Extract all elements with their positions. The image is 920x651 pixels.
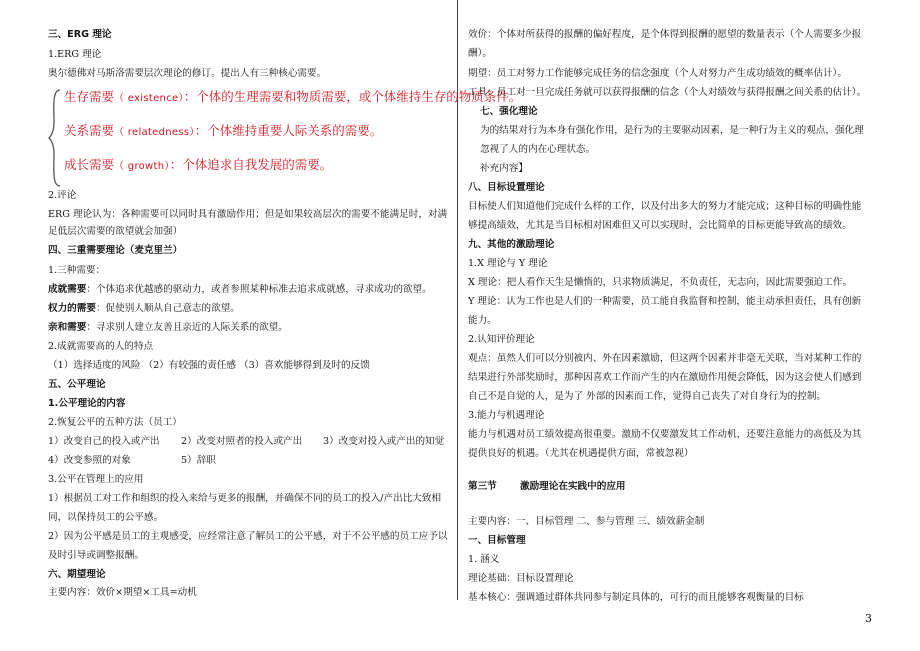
reinforcement-line2: 忽视了人的内在心理状态。 xyxy=(480,144,596,155)
affiliation-text: ：寻求别人建立友善且亲近的人际关系的欲望。 xyxy=(86,322,288,333)
equity-app1-line1: 1）根据员工对工作和组织的投入来给与更多的报酬，并确保不同的员工的投入/产出比大致相 xyxy=(48,493,442,504)
hw-growth-cn: 成长需要 xyxy=(64,157,115,172)
hw-existence-line xyxy=(64,89,521,107)
equity-sub3: 3.公平在管理上的应用 xyxy=(48,474,144,485)
equity-method-1: 1）改变自己的投入或产出 xyxy=(48,436,160,447)
equity-method-4: 4）改变参照的对象 xyxy=(48,455,131,466)
hw-relatedness-desc: ：个体维持重要人际关系的需要。 xyxy=(194,123,383,138)
equity-sub2: 2.恢复公平的五种方法（员工） xyxy=(48,417,182,428)
goal-setting-line2: 够提高绩效，尤其是当目标相对困难但又可以实现时，会比简单的目标更能导致高的绩效。 xyxy=(468,220,852,231)
power-need xyxy=(48,302,240,316)
y-theory-line2: 能力。 xyxy=(468,315,497,326)
equity-app1-line2: 同，以保持员工的公平感。 xyxy=(48,512,164,523)
achievement-need xyxy=(48,283,432,297)
hw-existence-cn: 生存需要 xyxy=(64,89,115,104)
erg-eval-heading: 2.评论 xyxy=(48,190,77,201)
hw-growth-desc: ：个体追求自我发展的需要。 xyxy=(169,157,333,172)
hw-existence-en: （ existence） xyxy=(114,93,184,104)
equity-app2-line2: 及时引导或调整报酬。 xyxy=(48,550,144,561)
section3-number: 第三节 xyxy=(468,481,497,492)
equity-method-2: 2）改变对照者的投入或产出 xyxy=(181,436,303,447)
y-theory-line1: Y 理论：认为工作也是人们的一种需要，员工能自我监督和控制，能主动承担责任，具有创新 xyxy=(468,296,862,307)
xy-theory-sub: 1.X 理论与 Y 理论 xyxy=(468,258,548,269)
mbo-heading: 一、目标管理 xyxy=(468,535,526,546)
valence-line1: 效价：个体对所获得的报酬的偏好程度，是个体得到报酬的愿望的数量表示（个人需要多少报 xyxy=(468,29,862,40)
hw-relatedness-cn: 关系需要 xyxy=(64,123,115,138)
hw-relatedness-line xyxy=(64,123,382,141)
x-theory-text: X 理论：把人看作天生是懒惰的，只求物质满足，不负责任，无志向，因此需要强迫工作。 xyxy=(468,277,853,288)
equity-method-3: 3）改变对投入或产出的知觉 xyxy=(323,436,445,447)
equity-sub1: 1.公平理论的内容 xyxy=(48,398,126,409)
goal-setting-heading: 八、目标设置理论 xyxy=(468,182,545,193)
equity-method-5: 5）辞职 xyxy=(181,455,216,466)
cognitive-line2: 结果进行外部奖励时，那种因喜欢工作而产生的内在激励作用便会降低，因为这会使人们感到 xyxy=(468,372,862,383)
mcclelland-traits: （1）选择适度的风险 （2）有较强的责任感 （3）喜欢能够得到及时的反馈 xyxy=(48,360,370,371)
expectancy-heading: 六、期望理论 xyxy=(48,569,106,580)
achievement-text: ：个体追求优越感的驱动力，或者参照某种标准去追求成就感，寻求成功的欲望。 xyxy=(86,284,432,295)
power-text: ：促使别人顺从自己意志的欲望。 xyxy=(95,303,240,314)
supplement-note: 补充内容】 xyxy=(480,163,528,174)
cognitive-line1: 观点：虽然人们可以分别被内、外在因素激励，但这两个因素并非毫无关联，当对某种工作的 xyxy=(468,353,862,364)
mcclelland-sub1: 1.三种需要： xyxy=(48,265,106,276)
erg-intro: 奥尔德佛对马斯洛需要层次理论的修订。提出人有三种核心需要。 xyxy=(48,68,327,79)
erg-heading: 三、ERG 理论 xyxy=(48,29,112,40)
expectancy-def: 期望：员工对努力工作能够完成任务的信念强度（个人对努力产生成功绩效的概率估计）。 xyxy=(468,68,847,79)
achievement-label: 成就需要 xyxy=(48,284,87,295)
expectancy-main: 主要内容：效价×期望×工具=动机 xyxy=(48,587,197,598)
reinforcement-heading: 七、强化理论 xyxy=(480,106,538,117)
ability-line1: 能力与机遇对员工绩效提高很重要。激励不仅要激发其工作动机，还要注意能力的高低及为其 xyxy=(468,429,862,440)
cognitive-eval-sub: 2.认知评价理论 xyxy=(468,334,535,345)
valence-line2: 酬）。 xyxy=(468,48,492,59)
other-theories-heading: 九、其他的激励理论 xyxy=(468,239,555,250)
affiliation-label: 亲和需要 xyxy=(48,322,87,333)
cognitive-line3: 自己不是自觉的人，是为了 外部的因素而工作，觉得自己丧失了对自身行为的控制。 xyxy=(468,391,827,402)
instrumentality-def: 工具：员工对一旦完成任务就可以获得报酬的信念（个人对绩效与获得报酬之间关系的估计）。 xyxy=(468,87,867,98)
hw-growth-line xyxy=(64,157,332,175)
brace-mark xyxy=(48,88,62,188)
section3-main: 主要内容：一、目标管理 二、参与管理 三、绩效薪金制 xyxy=(468,516,705,527)
reinforcement-line1: 为的结果对行为本身有强化作用，是行为的主要驱动因素，是一种行为主义的观点，强化理 xyxy=(480,125,864,136)
mcclelland-heading: 四、三重需要理论（麦克里兰） xyxy=(48,245,183,256)
erg-subheading: 1.ERG 理论 xyxy=(48,49,102,60)
power-label: 权力的需要 xyxy=(48,303,96,314)
page-number: 3 xyxy=(865,612,872,625)
ability-line2: 提供良好的机遇。（尤其在机遇提供方面，常被忽视） xyxy=(468,448,694,459)
ability-sub: 3.能力与机遇理论 xyxy=(468,410,545,421)
goal-setting-line1: 目标使人们知道他们完成什么样的工作，以及付出多大的努力才能完成；这种目标的明确性能 xyxy=(468,201,862,212)
mbo-core: 基本核心：强调通过群体共同参与制定具体的，可行的而且能够客观衡量的目标 xyxy=(468,592,804,603)
hw-existence-desc: ：个体的生理需要和物质需要，或个体维持生存的物质条件。 xyxy=(183,89,522,104)
erg-eval-line2: 足低层次需要的欲望就会加强） xyxy=(48,226,183,237)
mcclelland-sub2: 2.成就需要高的人的特点 xyxy=(48,341,154,352)
hw-growth-en: （ growth） xyxy=(114,161,170,172)
hw-relatedness-en: （ relatedness） xyxy=(114,127,195,138)
equity-app2-line1: 2）因为公平感是员工的主观感受，应经常注意了解员工的公平感，对于不公平感的员工应予以 xyxy=(48,531,448,542)
mbo-basis: 理论基础：目标设置理论 xyxy=(468,573,574,584)
mbo-sub1: 1. 涵义 xyxy=(468,554,500,565)
affiliation-need xyxy=(48,321,288,335)
erg-eval-line1: ERG 理论认为：各种需要可以同时具有激励作用；但是如果较高层次的需要不能满足时，对满 xyxy=(48,209,448,220)
equity-heading: 五、公平理论 xyxy=(48,379,106,390)
section3-title: 激励理论在实践中的应用 xyxy=(520,481,626,492)
